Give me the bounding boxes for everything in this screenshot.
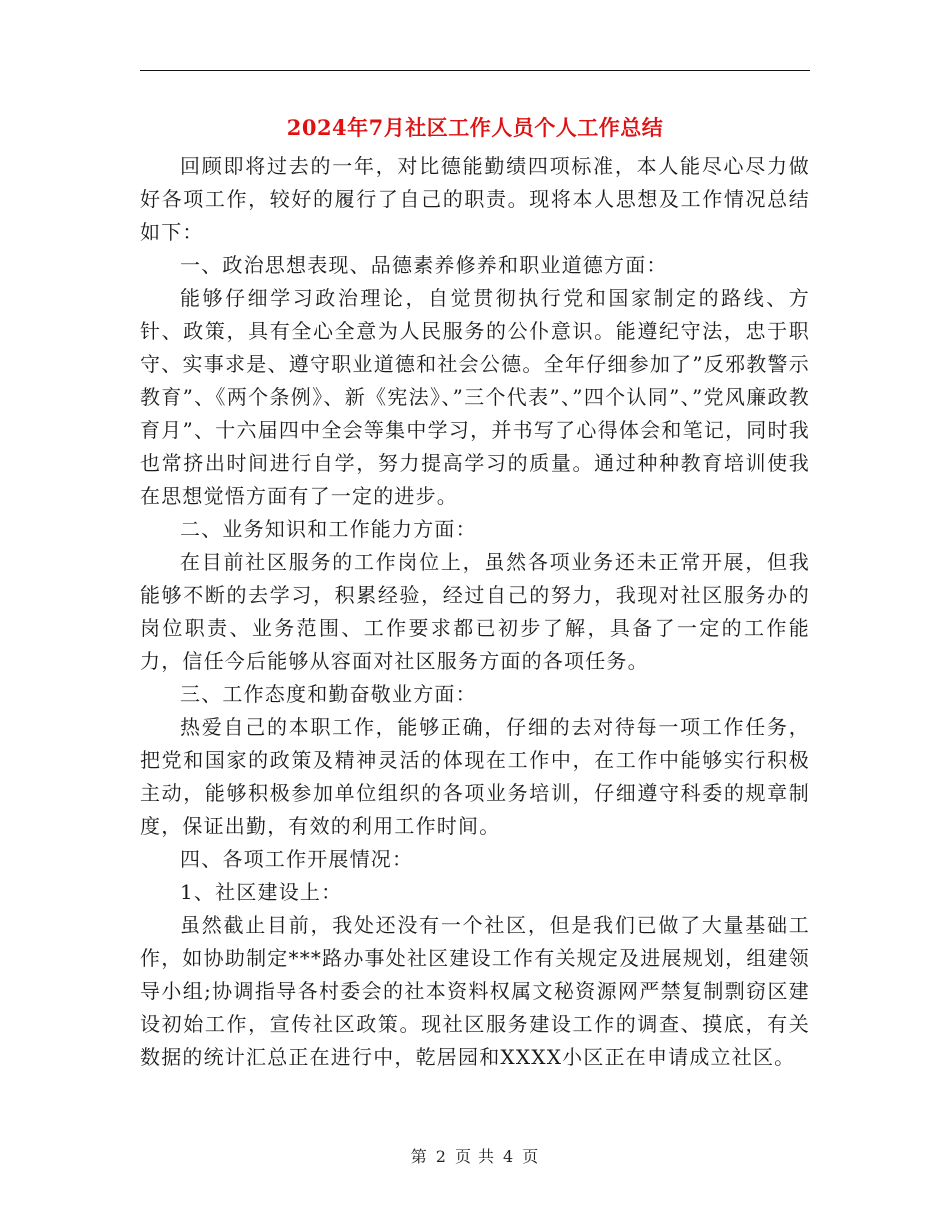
document-title: 2024年7月社区工作人员个人工作总结 [286, 115, 664, 140]
page-number-footer [140, 1145, 810, 1169]
document-body [140, 150, 810, 1074]
footer-suffix: 页 [522, 1147, 540, 1166]
paragraph-intro: 回顾即将过去的一年，对比德能勤绩四项标准，本人能尽心尽力做好各项工作，较好的履行了自己的职责。现将本人思想及工作情况总结如下： [140, 154, 810, 244]
paragraph-political: 能够仔细学习政治理论，自觉贯彻执行党和国家制定的路线、方针、政策，具有全心全意为人民服务的公仆意识。能遵纪守法，忠于职守、实事求是、遵守职业道德和社会公德。全年仔细参加了”反邪教警示教育”、《两个条例》、新《宪法》、”三个代表”、”四个认同”、”党风廉政教育月”、十六届四中全会等集中学习，并书写了心得体会和笔记，同时我也常挤出时间进行自学，努力提高学习的质量。通过种种教育培训使我在思想觉悟方面有了一定的进步。 [140, 286, 810, 508]
header-rule [140, 70, 810, 71]
section-heading-work: 四、各项工作开展情况： [180, 847, 414, 871]
paragraph-community: 虽然截止目前，我处还没有一个社区，但是我们已做了大量基础工作，如协助制定***路办事处社区建设工作有关规定及进展规划，组建领导小组;协调指导各村委会的社本资料权属文秘资源网严禁复制剽窃区建设初始工作，宣传社区政策。现社区服务建设工作的调查、摸底，有关数据的统计汇总正在进行中，乾居园和XXXX小区正在申请成立社区。 [140, 913, 810, 1069]
subsection-heading-community: 1、社区建设上： [180, 880, 343, 904]
section-heading-attitude: 三、工作态度和勤奋敬业方面： [180, 682, 477, 706]
paragraph-attitude: 热爱自己的本职工作，能够正确，仔细的去对待每一项工作任务，把党和国家的政策及精神灵活的体现在工作中，在工作中能够实行积极主动，能够积极参加单位组织的各项业务培训，仔细遵守科委的规章制度，保证出勤，有效的利用工作时间。 [140, 715, 810, 838]
footer-prefix: 第 [410, 1147, 428, 1166]
current-page-number: 2 [435, 1147, 447, 1166]
total-page-count: 4 [503, 1147, 515, 1166]
section-heading-business: 二、业务知识和工作能力方面： [180, 517, 477, 541]
footer-middle: 页 共 [454, 1147, 496, 1166]
section-heading-political: 一、政治思想表现、品德素养修养和职业道德方面： [180, 253, 668, 277]
paragraph-business: 在目前社区服务的工作岗位上，虽然各项业务还未正常开展，但我能够不断的去学习，积累经验，经过自己的努力，我现对社区服务办的岗位职责、业务范围、工作要求都已初步了解，具备了一定的工作能力，信任今后能够从容面对社区服务方面的各项任务。 [140, 550, 810, 673]
